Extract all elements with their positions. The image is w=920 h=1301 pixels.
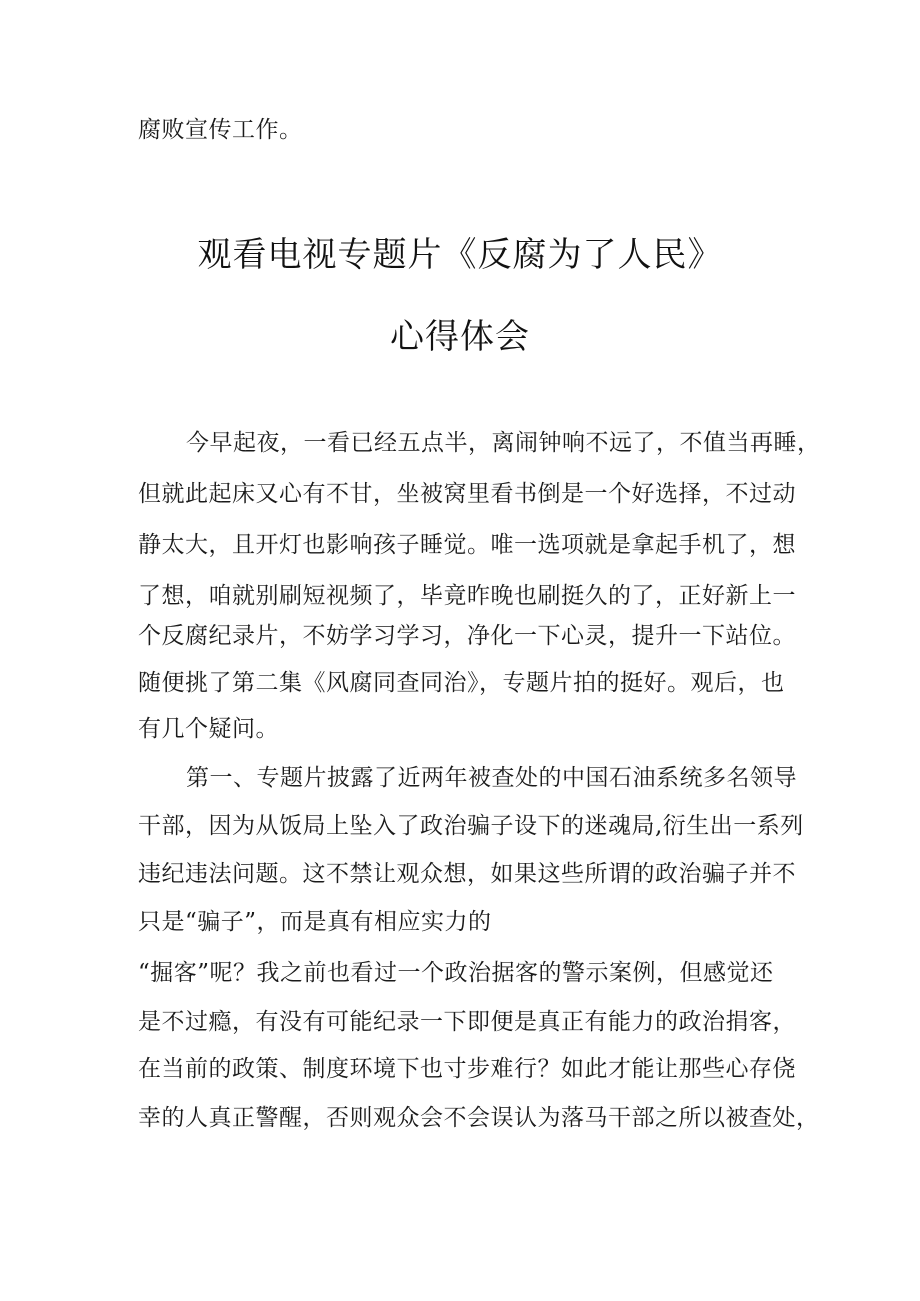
paragraph-line: 是不过瘾，有没有可能纪录一下即便是真正有能力的政治捐客， [138,1009,796,1035]
carry-over-text: 腐败宣传工作。 [138,117,303,143]
paragraph-line: 违纪违法问题。这不禁让观众想，如果这些所谓的政治骗子并不 [138,861,796,887]
paragraph-line: 有几个疑问。 [138,716,279,742]
paragraph-line: 幸的人真正警醒，否则观众会不会误认为落马干部之所以被查处， [138,1105,820,1131]
paragraph-line: 今早起夜，一看已经五点半，离闹钟响不远了，不值当再睡， [186,430,821,456]
page-title-line-2: 心得体会 [390,317,530,357]
paragraph-line: 干部，因为从饭局上坠入了政治骗子设下的迷魂局,衍生出一系列 [138,813,804,839]
paragraph-line: 个反腐纪录片，不妨学习学习，净化一下心灵，提升一下站位。 [138,623,796,649]
paragraph-line: 第一、专题片披露了近两年被查处的中国石油系统多名领导 [186,765,797,791]
paragraph-line: “掘客”呢？我之前也看过一个政治据客的警示案例，但感觉还 [138,960,774,986]
paragraph-line: 了想，咱就别刷短视频了，毕竟昨晚也刷挺久的了，正好新上一 [138,583,796,609]
paragraph-line: 但就此起床又心有不甘，坐被窝里看书倒是一个好选择，不过动 [138,481,796,507]
paragraph-line: 在当前的政策、制度环境下也寸步难行？如此才能让那些心存侥 [138,1056,796,1082]
paragraph-line: 随便挑了第二集《风腐同查同治》，专题片拍的挺好。观后，也 [138,670,785,696]
page-title-line-1: 观看电视专题片《反腐为了人民》 [197,235,723,275]
paragraph-line: 只是“骗子”，而是真有相应实力的 [138,909,492,935]
paragraph-line: 静太大，且开灯也影响孩子睡觉。唯一选项就是拿起手机了，想 [138,532,796,558]
